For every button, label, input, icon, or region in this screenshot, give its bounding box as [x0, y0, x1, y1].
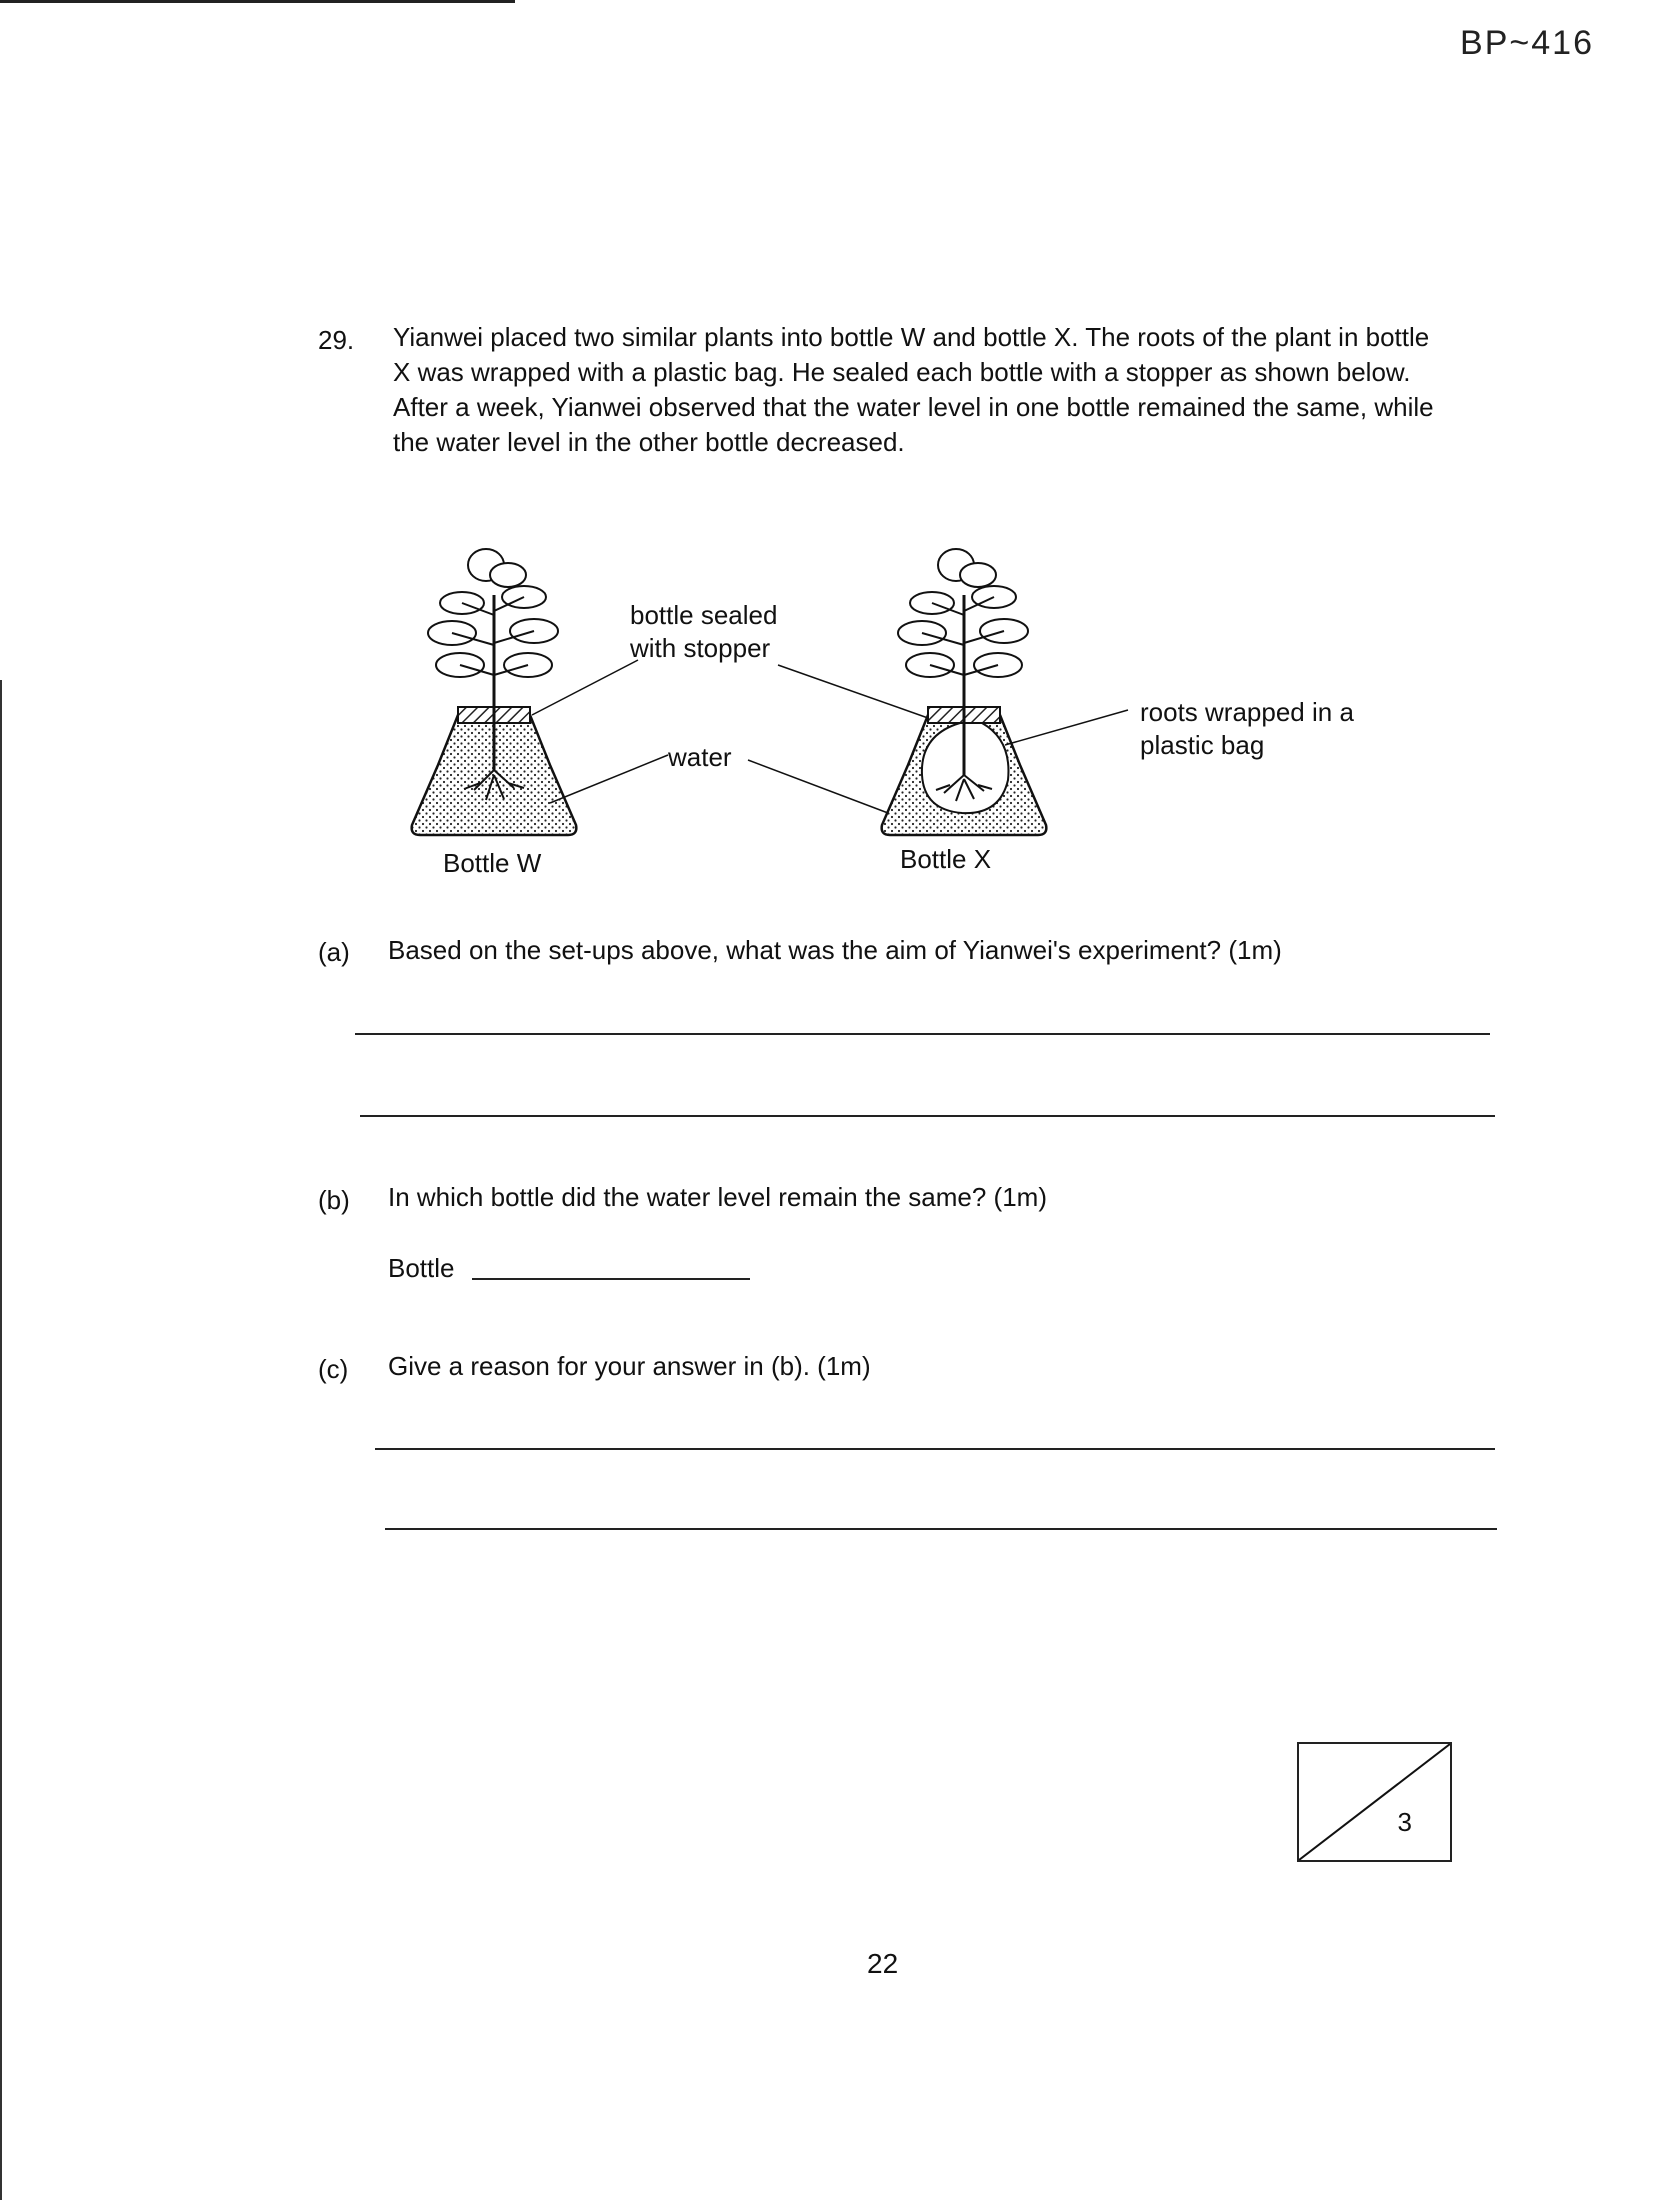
label-stopper-1: bottle sealed — [630, 600, 778, 630]
bottle-x — [882, 549, 1047, 835]
scan-top-edge — [0, 0, 515, 3]
question-number: 29. — [318, 325, 355, 355]
paper-code: BP~416 — [1460, 24, 1594, 62]
page-number: 22 — [867, 1948, 899, 1979]
part-b-text: In which bottle did the water level remain the same? (1m) — [388, 1182, 1047, 1212]
marks-box — [1297, 1742, 1452, 1862]
label-roots-2: plastic bag — [1140, 730, 1265, 760]
answer-line-a1[interactable] — [355, 1033, 1490, 1035]
answer-line-c1[interactable] — [375, 1448, 1495, 1450]
label-stopper-2: with stopper — [630, 633, 771, 663]
answer-line-c2[interactable] — [385, 1528, 1497, 1530]
marks-total: 3 — [1397, 1807, 1412, 1837]
answer-line-b[interactable] — [472, 1278, 750, 1280]
leader-lines — [532, 660, 1128, 813]
caption-bottle-w: Bottle W — [443, 848, 542, 878]
part-a-label: (a) — [318, 937, 350, 967]
question-text: Yianwei placed two similar plants into bottle W and bottle X. The roots of the plant in bottle X was wrapped with a plastic bag. He sealed each bottle with a stopper as shown below. After a week, Yianwei observed that the water level in one bottle remained the same, while the water level in the other bottle decreased. — [393, 322, 1434, 457]
part-c-label: (c) — [318, 1354, 349, 1384]
label-roots-1: roots wrapped in a — [1140, 697, 1354, 727]
caption-bottle-x: Bottle X — [900, 844, 992, 874]
bottle-w — [412, 549, 577, 835]
answer-line-a2[interactable] — [360, 1115, 1495, 1117]
part-a-text: Based on the set-ups above, what was the aim of Yianwei's experiment? (1m) — [388, 935, 1282, 965]
part-c-text: Give a reason for your answer in (b). (1m) — [388, 1351, 871, 1381]
part-b-label: (b) — [318, 1185, 350, 1215]
label-water: water — [668, 742, 732, 772]
marks-diagonal — [1299, 1744, 1450, 1860]
part-b-answer-prefix: Bottle — [388, 1253, 455, 1283]
scan-left-edge — [0, 680, 2, 2200]
